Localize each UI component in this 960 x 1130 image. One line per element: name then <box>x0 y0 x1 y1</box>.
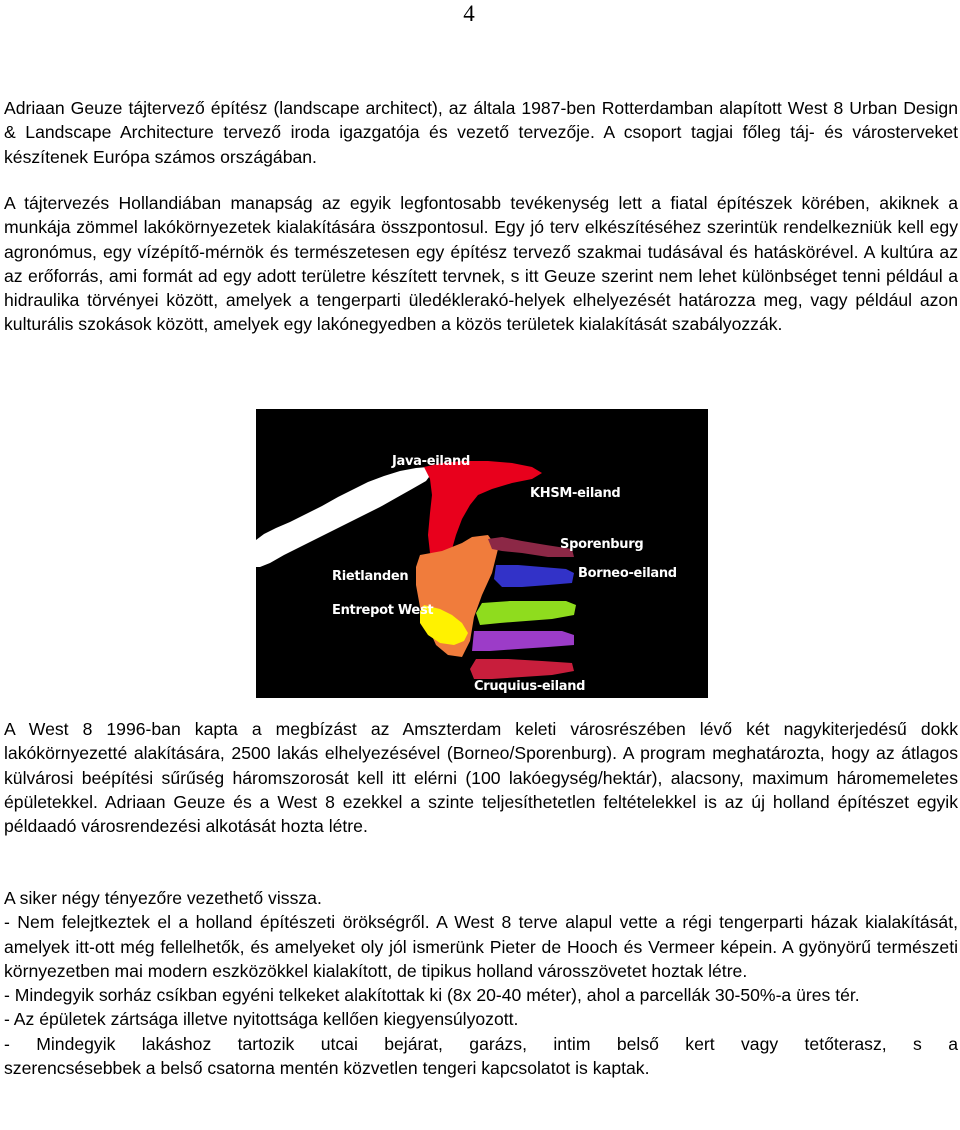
label-cruquius-eiland: Cruquius-eiland <box>474 679 586 694</box>
java-eiland-shape <box>256 467 432 567</box>
west8-commission-paragraph: A West 8 1996-ban kapta a megbízást az Amszterdam keleti városrészében lévő két nagykiterjedésű dokk lakókörnyezetté alakítására, 2500 lakás elhelyezésével (Borneo/Sporenburg). A program meghatározta, hogy az átlagos külvárosi beépítési sűrűség háromszorosát kell itt elérni (100 lakóegység/hektár), alacsony, maximum háromemeletes épületekkel. Adriaan Geuze és a West 8 ezekkel a szinte teljesíthetetlen feltételekkel is az új holland építészet egyik példaadó városrendezési alkotását hozta létre. <box>4 719 958 837</box>
landscape-design-paragraph: A tájtervezés Hollandiában manapság az egyik legfontosabb tevékenység lett a fiatal építészek körében, akiknek a munkája zömmel lakókörnyezetek kialakítására összpontosul. Egy jó terv elkészítéséhez szerintük rendelkezniük kell egy agronómus, egy vízépítő-mérnök és természetesen egy építész tervező szakmai tudásával és hatáskörével. A kultúra az az erőforrás, ami formát ad egy adott területre készített tervnek, s itt Geuze szerint nem lehet különbséget tenni például a hidraulika törvényei között, amelyek a tengerparti üledéklerakó-helyek elhelyezését határozza meg, vagy például azon kulturális szokások között, amelyek egy lakónegyedben a közös területek kialakítását szabályozzák. <box>4 193 958 335</box>
success-factor-item-4-line-2: szerencsésebbek a belső csatorna mentén közvetlen tengeri kapcsolatot is kaptak. <box>4 1058 650 1079</box>
label-entrepot-west: Entrepot West <box>332 603 434 618</box>
success-factors-intro: A siker négy tényezőre vezethető vissza. <box>4 888 322 908</box>
intro-paragraph: Adriaan Geuze tájtervező építész (landscape architect), az általa 1987-ben Rotterdamban alapított West 8 Urban Design & Landscape Architecture tervező iroda igazgatója és vezető tervezője. A csoport tagjai főleg táj- és városterveket készítenek Európa számos országában. <box>4 98 958 167</box>
success-factor-item-4-line-1: - Mindegyik lakáshoz tartozik utcai bejárat, garázs, intim belső kert vagy tetőterasz, s a <box>4 1033 958 1054</box>
borneo-strip-shape <box>472 631 574 651</box>
success-factors-list <box>4 886 958 1080</box>
label-khsm-eiland: KHSM-eiland <box>530 486 621 501</box>
label-rietlanden: Rietlanden <box>332 569 409 584</box>
success-factor-item-2: - Mindegyik sorház csíkban egyéni telkeket alakítottak ki (8x 20-40 méter), ahol a parcellák 30-50%-a üres tér. <box>4 985 860 1006</box>
label-sporenburg: Sporenburg <box>560 537 644 552</box>
eastern-docklands-map <box>256 409 708 698</box>
label-java-eiland: Java-eiland <box>392 454 471 469</box>
cruquius-eiland-shape <box>470 659 574 679</box>
sporenburg-shape <box>494 565 574 587</box>
success-factor-item-3: - Az épületek zártsága illetve nyitottsága kellően kiegyensúlyozott. <box>4 1009 519 1030</box>
label-borneo-eiland: Borneo-eiland <box>578 566 677 581</box>
page-number: 4 <box>463 1 475 26</box>
success-factor-item-1: - Nem felejtkeztek el a holland építészeti örökségről. A West 8 terve alapul vette a régi tengerparti házak kialakítását, amelyek itt-ott még fellelhetők, és amelyeket oly jól ismerünk Pieter de Hooch és Vermeer képein. A gyönyörű természeti környezetben mai modern eszközökkel kialakított, de tipikus holland városszövetet hoztak létre. <box>4 912 958 981</box>
borneo-eiland-shape <box>476 601 576 625</box>
docklands-map-svg <box>256 409 708 698</box>
